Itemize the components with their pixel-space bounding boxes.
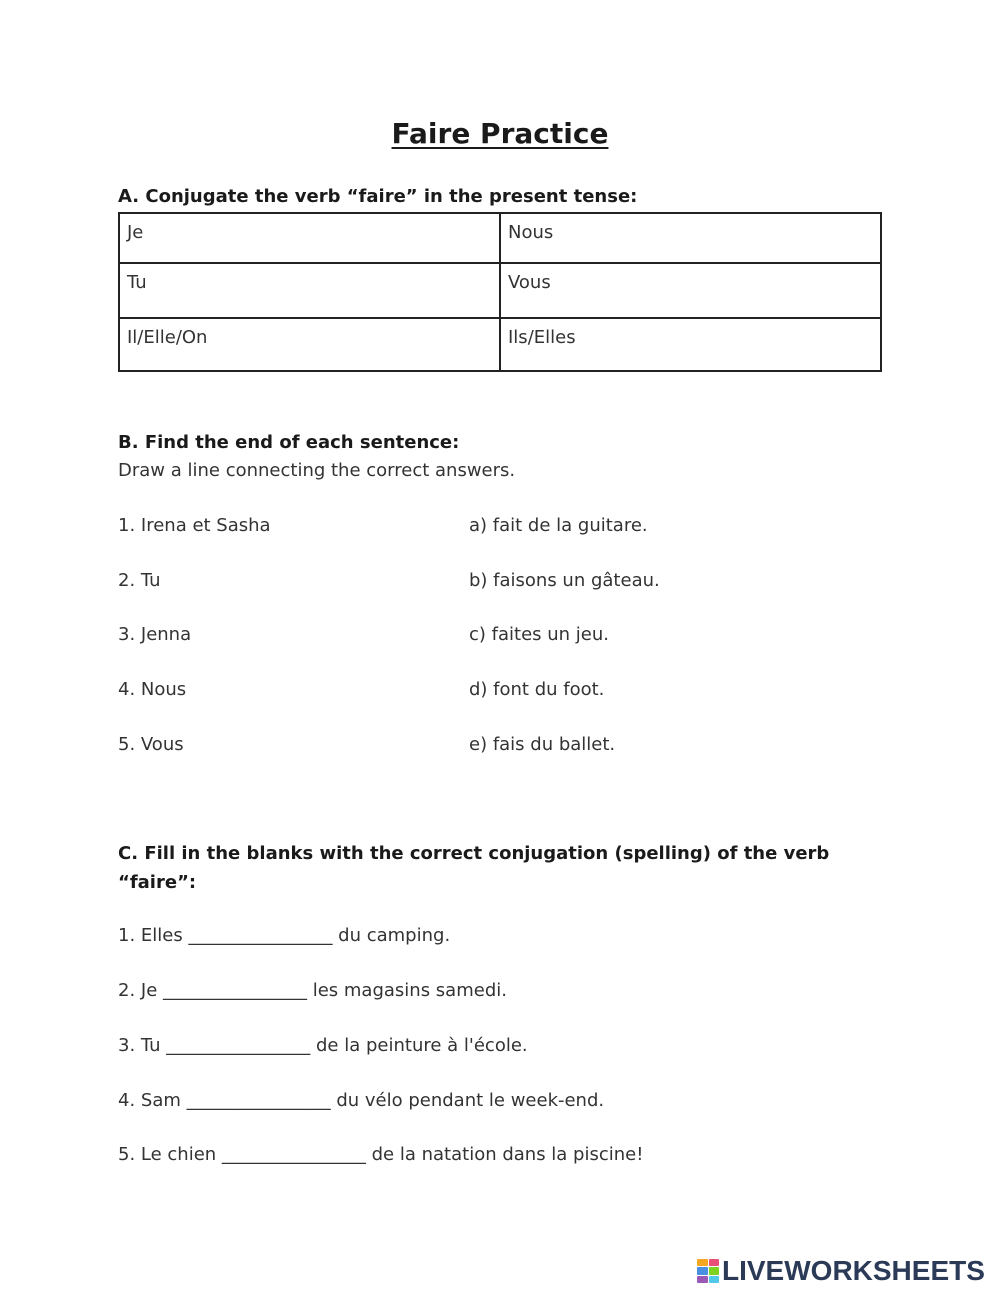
section-b-instruction: Draw a line connecting the correct answers. (118, 460, 516, 481)
section-c-heading-continued: “faire”: (118, 872, 197, 893)
match-ending[interactable]: d) font du foot. (469, 679, 605, 700)
page-title: Faire Practice (391, 117, 609, 150)
table-row (119, 213, 881, 263)
match-row (118, 731, 882, 759)
table-row (119, 318, 881, 371)
match-subject[interactable]: 1. Irena et Sasha (118, 515, 271, 536)
match-ending[interactable]: b) faisons un gâteau. (469, 570, 660, 591)
section-a-heading: A. Conjugate the verb “faire” in the present tense: (118, 186, 638, 207)
match-subject[interactable]: 2. Tu (118, 570, 161, 591)
match-subject[interactable]: 3. Jenna (118, 624, 192, 645)
match-subject[interactable]: 5. Vous (118, 734, 184, 755)
conjugation-cell[interactable]: Ils/Elles (500, 318, 881, 371)
liveworksheets-logo (697, 1254, 985, 1288)
match-row (118, 567, 882, 595)
conjugation-cell[interactable]: Nous (500, 213, 881, 263)
match-ending[interactable]: e) fais du ballet. (469, 734, 616, 755)
section-b-heading: B. Find the end of each sentence: (118, 432, 460, 453)
conjugation-cell[interactable]: Il/Elle/On (119, 318, 500, 371)
conjugation-table (118, 212, 882, 372)
match-row (118, 676, 882, 704)
fill-blank-sentence[interactable]: 5. Le chien ________________ de la natation dans la piscine! (118, 1144, 644, 1165)
fill-blank-sentence[interactable]: 3. Tu ________________ de la peinture à l'école. (118, 1035, 528, 1056)
table-row (119, 263, 881, 318)
conjugation-cell[interactable]: Vous (500, 263, 881, 318)
match-ending[interactable]: a) fait de la guitare. (469, 515, 648, 536)
match-ending[interactable]: c) faites un jeu. (469, 624, 609, 645)
match-subject[interactable]: 4. Nous (118, 679, 187, 700)
logo-text: LIVEWORKSHEETS (722, 1255, 985, 1286)
logo-blocks-icon (697, 1259, 719, 1283)
section-c-heading: C. Fill in the blanks with the correct conjugation (spelling) of the verb (118, 843, 830, 864)
fill-blank-sentence[interactable]: 1. Elles ________________ du camping. (118, 925, 451, 946)
match-row (118, 621, 882, 649)
conjugation-cell[interactable]: Je (119, 213, 500, 263)
conjugation-cell[interactable]: Tu (119, 263, 500, 318)
fill-blank-sentence[interactable]: 4. Sam ________________ du vélo pendant le week-end. (118, 1090, 605, 1111)
fill-blank-sentence[interactable]: 2. Je ________________ les magasins samedi. (118, 980, 507, 1001)
match-row (118, 512, 882, 540)
